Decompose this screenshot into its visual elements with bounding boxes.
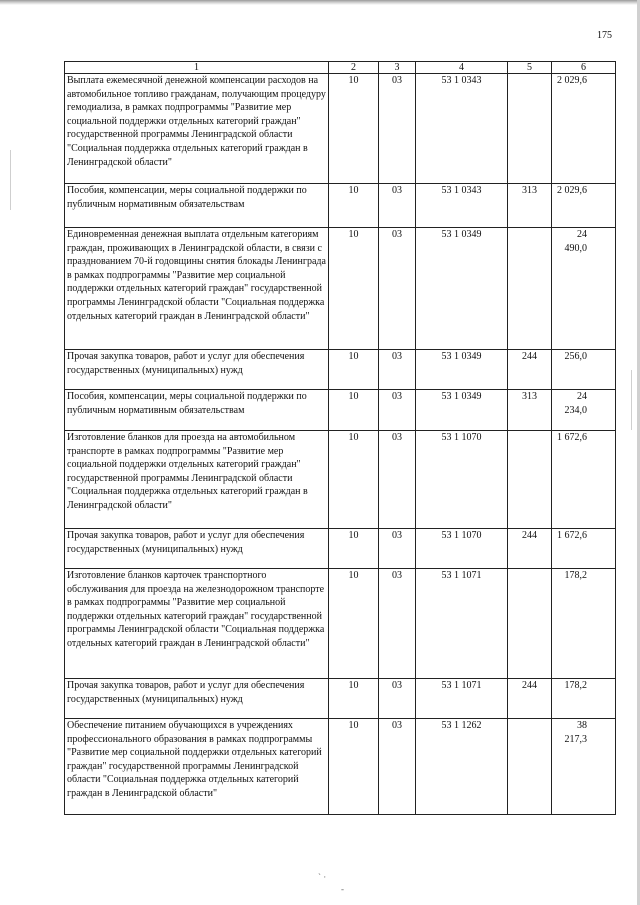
row-target-article: 53 1 1071 [416, 679, 508, 719]
table-row [65, 350, 616, 390]
row-section: 10 [329, 431, 379, 529]
row-expense-type: 313 [508, 390, 552, 431]
scan-artifact-right [631, 370, 632, 430]
row-name: Прочая закупка товаров, работ и услуг для обеспечения государственных (муниципальных) нужд [65, 350, 329, 390]
row-section: 10 [329, 184, 379, 228]
row-amount: 1 672,6 [552, 529, 616, 569]
row-name: Изготовление бланков карточек транспортного обслуживания для проезда на железнодорожном транспорте в рамках подпрограммы "Развитие мер социальной поддержки отдельных категорий граждан" государственной программы Ленинградской области "Социальная поддержка отдельных категорий граждан в Ленинградской области" [65, 569, 329, 679]
row-target-article: 53 1 1262 [416, 719, 508, 815]
row-subsection: 03 [379, 228, 416, 350]
row-subsection: 03 [379, 431, 416, 529]
table-row [65, 679, 616, 719]
row-subsection: 03 [379, 529, 416, 569]
header-cell-5: 5 [508, 62, 552, 74]
row-section: 10 [329, 228, 379, 350]
table-row [65, 390, 616, 431]
header-cell-3: 3 [379, 62, 416, 74]
table-row [65, 529, 616, 569]
row-section: 10 [329, 529, 379, 569]
row-expense-type: 313 [508, 184, 552, 228]
row-subsection: 03 [379, 719, 416, 815]
row-name: Изготовление бланков для проезда на автомобильном транспорте в рамках подпрограммы "Развитие мер социальной поддержки отдельных категорий граждан" государственной программы Ленинградской области "Социальная поддержка отдельных категорий граждан в Ленинградской области" [65, 431, 329, 529]
row-name: Прочая закупка товаров, работ и услуг для обеспечения государственных (муниципальных) нужд [65, 679, 329, 719]
row-name: Прочая закупка товаров, работ и услуг для обеспечения государственных (муниципальных) нужд [65, 529, 329, 569]
table-row [65, 431, 616, 529]
row-target-article: 53 1 0349 [416, 228, 508, 350]
row-amount: 24 234,0 [552, 390, 616, 431]
row-expense-type: 244 [508, 350, 552, 390]
page-number: 175 [597, 30, 612, 41]
row-amount: 1 672,6 [552, 431, 616, 529]
table-row [65, 719, 616, 815]
row-name: Выплата ежемесячной денежной компенсации расходов на автомобильное топливо гражданам, получающим процедуру гемодиализа, в рамках подпрограммы "Развитие мер социальной поддержки отдельных категорий граждан" государственной программы Ленинградской области "Социальная поддержка отдельных категорий граждан в Ленинградской области" [65, 74, 329, 184]
row-expense-type [508, 228, 552, 350]
row-subsection: 03 [379, 184, 416, 228]
row-amount: 2 029,6 [552, 184, 616, 228]
row-expense-type [508, 719, 552, 815]
table-row [65, 74, 616, 184]
row-section: 10 [329, 390, 379, 431]
budget-table [64, 61, 616, 815]
row-amount: 178,2 [552, 679, 616, 719]
row-target-article: 53 1 0349 [416, 390, 508, 431]
row-subsection: 03 [379, 74, 416, 184]
row-amount: 24 490,0 [552, 228, 616, 350]
row-amount: 178,2 [552, 569, 616, 679]
row-expense-type [508, 431, 552, 529]
row-name: Единовременная денежная выплата отдельным категориям граждан, проживающих в Ленинградской области, в связи с празднованием 70-й годовщины снятия блокады Ленинграда в рамках подпрограммы "Развитие мер социальной поддержки отдельных категорий граждан" государственной программы Ленинградской области "Социальная поддержка отдельных категорий граждан в Ленинградской области" [65, 228, 329, 350]
row-subsection: 03 [379, 390, 416, 431]
table-header-row [65, 62, 616, 74]
row-name: Пособия, компенсации, меры социальной поддержки по публичным нормативным обязательствам [65, 184, 329, 228]
row-subsection: 03 [379, 350, 416, 390]
row-target-article: 53 1 0349 [416, 350, 508, 390]
row-expense-type: 244 [508, 679, 552, 719]
row-section: 10 [329, 569, 379, 679]
row-name: Пособия, компенсации, меры социальной поддержки по публичным нормативным обязательствам [65, 390, 329, 431]
header-cell-6: 6 [552, 62, 616, 74]
scan-dust-mark: ` · [318, 872, 327, 882]
row-target-article: 53 1 0343 [416, 184, 508, 228]
table-row [65, 228, 616, 350]
scan-artifact-left [10, 150, 11, 210]
row-subsection: 03 [379, 679, 416, 719]
table-row [65, 569, 616, 679]
scan-edge-top [0, 0, 640, 5]
header-cell-4: 4 [416, 62, 508, 74]
row-target-article: 53 1 1071 [416, 569, 508, 679]
row-target-article: 53 1 0343 [416, 74, 508, 184]
row-target-article: 53 1 1070 [416, 529, 508, 569]
scan-dust-mark: - [341, 884, 344, 894]
row-expense-type [508, 74, 552, 184]
header-cell-1: 1 [65, 62, 329, 74]
row-expense-type [508, 569, 552, 679]
row-amount: 38 217,3 [552, 719, 616, 815]
row-section: 10 [329, 74, 379, 184]
table-row [65, 184, 616, 228]
row-amount: 256,0 [552, 350, 616, 390]
row-section: 10 [329, 719, 379, 815]
row-section: 10 [329, 350, 379, 390]
row-expense-type: 244 [508, 529, 552, 569]
row-amount: 2 029,6 [552, 74, 616, 184]
header-cell-2: 2 [329, 62, 379, 74]
row-target-article: 53 1 1070 [416, 431, 508, 529]
row-subsection: 03 [379, 569, 416, 679]
row-section: 10 [329, 679, 379, 719]
row-name: Обеспечение питанием обучающихся в учреждениях профессионального образования в рамках подпрограммы "Развитие мер социальной поддержки отдельных категорий граждан" государственной программы Ленинградской области "Социальная поддержка отдельных категорий граждан в Ленинградской области" [65, 719, 329, 815]
